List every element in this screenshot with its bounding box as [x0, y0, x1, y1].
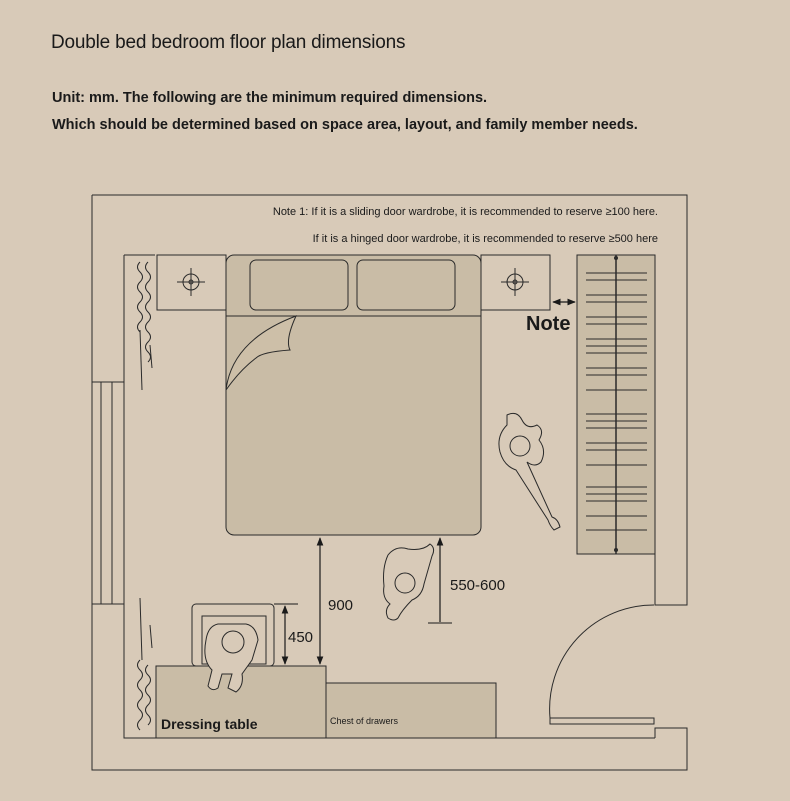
subtitle-determination: Which should be determined based on space area, layout, and family member needs.	[52, 117, 638, 133]
curtain-bottom	[138, 598, 153, 730]
chest-of-drawers	[326, 683, 496, 738]
window	[92, 382, 124, 604]
dim-passage-label: 550-600	[450, 577, 506, 594]
wardrobe	[577, 255, 655, 554]
page-title: Double bed bedroom floor plan dimensions	[51, 32, 406, 53]
double-bed	[226, 255, 481, 535]
note-line-1: Note 1: If it is a sliding door wardrobe, it is recommended to reserve ≥100 here.	[272, 206, 658, 218]
dressing-table-label: Dressing table	[161, 716, 258, 732]
door	[550, 605, 654, 724]
curtain-top	[138, 262, 153, 390]
person-standing-icon	[499, 413, 560, 530]
dim-450-label: 450	[288, 629, 314, 646]
dim-900-label: 900	[328, 597, 354, 614]
chest-of-drawers-label: Chest of drawers	[330, 716, 399, 726]
pillow-left	[250, 260, 348, 310]
note-marker: Note	[526, 313, 571, 335]
note-line-2: If it is a hinged door wardrobe, it is recommended to reserve ≥500 here	[312, 233, 658, 245]
person-walking-icon	[384, 544, 434, 620]
subtitle-unit: Unit: mm. The following are the minimum required dimensions.	[52, 90, 488, 106]
pillow-right	[357, 260, 455, 310]
nightstand-right	[481, 255, 550, 310]
nightstand-left	[157, 255, 226, 310]
